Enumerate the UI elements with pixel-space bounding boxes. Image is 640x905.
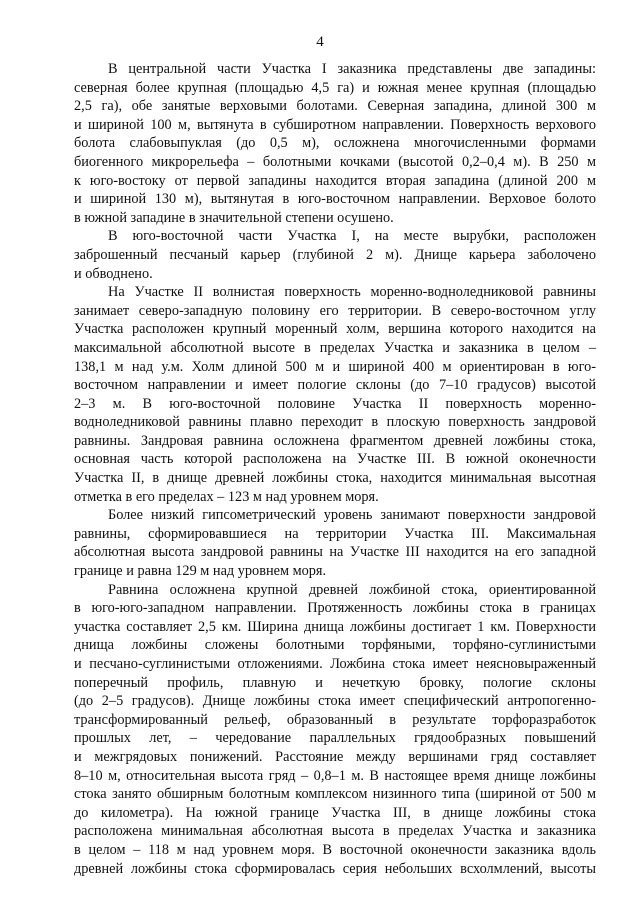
text-line: границе и равна 129 м над уровнем моря. bbox=[74, 563, 327, 580]
text-line: заброшенный песчаный карьер (глубиной 2 м). Днище карьера заболочено bbox=[74, 246, 596, 263]
text-line: и песчано-суглинистыми отложениями. Ложбина стока имеет неясновыраженный bbox=[74, 656, 596, 672]
text-line: равнины, сформировавшиеся на территории Участка III. Максимальная bbox=[74, 525, 596, 542]
text-line: в юго-юго-западном направлении. Протяженность ложбины стока в границах bbox=[74, 600, 596, 617]
line bbox=[74, 376, 596, 395]
paragraph bbox=[74, 581, 596, 879]
text-line: болота слабовыпуклая (до 0,5 м), осложнена многочисленными формами bbox=[74, 135, 596, 152]
text-line: 8–10 м, относительная высота гряд – 0,8–1 м. В настоящее время днище ложбины bbox=[74, 767, 596, 784]
page-number: 4 bbox=[316, 34, 324, 50]
line bbox=[74, 134, 596, 153]
text-line: абсолютная высота зандровой равнины на Участке III находится на его западной bbox=[74, 544, 596, 561]
line bbox=[74, 525, 596, 544]
text-line: На Участке II волнистая поверхность моренно-водноледниковой равнины bbox=[108, 284, 596, 301]
line bbox=[74, 599, 596, 618]
line bbox=[74, 860, 596, 879]
line bbox=[74, 469, 596, 488]
paragraph bbox=[74, 60, 596, 227]
line bbox=[74, 674, 596, 693]
line bbox=[74, 358, 596, 377]
line bbox=[74, 543, 596, 562]
paragraph bbox=[74, 506, 596, 580]
text-line: Равнина осложнена крупной древней ложбиной стока, ориентированной bbox=[108, 581, 596, 598]
line bbox=[74, 562, 596, 581]
line bbox=[74, 339, 596, 358]
line bbox=[74, 172, 596, 191]
line bbox=[74, 711, 596, 730]
text-line: (до 2–5 градусов). Днище ложбины стока имеет специфический антропогенно- bbox=[74, 693, 596, 710]
line bbox=[74, 729, 596, 748]
text-line: восточном направлении и имеет пологие склоны (до 7–10 градусов) высотой bbox=[74, 377, 596, 394]
text-line: участка составляет 2,5 км. Ширина днища ложбины достигает 1 км. Поверхности bbox=[74, 618, 596, 635]
text-line: В юго-восточной части Участка I, на месте вырубки, расположен bbox=[108, 228, 596, 245]
text-line: биогенного микрорельефа – болотными кочками (высотой 0,2–0,4 м). В 250 м bbox=[74, 153, 596, 170]
line bbox=[74, 767, 596, 786]
paragraph bbox=[74, 227, 596, 283]
text-line: и межгрядовых понижений. Расстояние между вершинами гряд составляет bbox=[74, 748, 596, 765]
line bbox=[74, 692, 596, 711]
text-line: поперечный профиль, плавную и нечеткую бровку, пологие склоны bbox=[74, 674, 596, 691]
line bbox=[74, 320, 596, 339]
text-line: днища ложбины сложены болотными торфяными, торфяно-суглинистыми bbox=[74, 637, 596, 654]
line bbox=[74, 655, 596, 674]
text-line: Участка II, в днище древней ложбины стока, находится минимальная высотная bbox=[74, 470, 596, 487]
line bbox=[74, 153, 596, 172]
text-line: 2–3 м. В юго-восточной половине Участка II поверхность моренно- bbox=[74, 395, 596, 412]
text-line: древней ложбины стока сформировалась серия небольших всхолмлений, высоты bbox=[74, 860, 596, 877]
line bbox=[74, 395, 596, 414]
line bbox=[74, 804, 596, 823]
text-line: максимальной абсолютной высоте в пределах Участка и заказника в целом – bbox=[74, 339, 596, 356]
text-line: до километра). На южной границе Участка III, в днище ложбины стока bbox=[74, 804, 596, 821]
line bbox=[74, 116, 596, 135]
line bbox=[74, 748, 596, 767]
line bbox=[74, 450, 596, 469]
line bbox=[74, 413, 596, 432]
text-line: расположена минимальная абсолютная высота в пределах Участка и заказника bbox=[74, 823, 596, 840]
text-line: Участка расположен крупный моренный холм, вершина которого находится на bbox=[74, 321, 596, 338]
text-line: в южной западине в значительной степени осушено. bbox=[74, 209, 394, 226]
line bbox=[74, 581, 596, 600]
line bbox=[74, 841, 596, 860]
text-line: в целом – 118 м над уровнем моря. В восточной оконечности заказника вдоль bbox=[74, 841, 596, 858]
line bbox=[74, 432, 596, 451]
line bbox=[74, 618, 596, 637]
line bbox=[74, 283, 596, 302]
text-line: северная более крупная (площадью 4,5 га) и южная менее крупная (площадью bbox=[74, 79, 596, 96]
line bbox=[74, 227, 596, 246]
text-line: стока занято обширным болотным комплексом низинного типа (шириной от 500 м bbox=[74, 786, 596, 803]
text-line: 2,5 га), обе занятые верховыми болотами. Северная западина, длиной 300 м bbox=[74, 98, 596, 115]
text-line: 138,1 м над у.м. Холм длиной 500 м и шириной 400 м ориентирован в юго- bbox=[74, 358, 596, 375]
line bbox=[74, 488, 596, 507]
line bbox=[74, 785, 596, 804]
text-line: прошлых лет, – чередование параллельных грядообразных повышений bbox=[74, 730, 596, 747]
line bbox=[74, 822, 596, 841]
line bbox=[74, 636, 596, 655]
line bbox=[74, 60, 596, 79]
line bbox=[74, 79, 596, 98]
line bbox=[74, 190, 596, 209]
text-line: равнины. Зандровая равнина осложнена фрагментом древней ложбины стока, bbox=[74, 432, 596, 449]
text-line: трансформированный рельеф, образованный в результате торфоразработок bbox=[74, 711, 596, 728]
text-line: и обводнено. bbox=[74, 265, 153, 282]
text-line: водноледниковой равнины плавно переходит в плоскую поверхность зандровой bbox=[74, 414, 596, 431]
text-line: и шириной 100 м, вытянута в субширотном направлении. Поверхность верхового bbox=[74, 116, 596, 133]
text-line: отметка в его пределах – 123 м над уровнем моря. bbox=[74, 488, 379, 505]
text-line: В центральной части Участка I заказника представлены две западины: bbox=[108, 61, 596, 77]
text-line: основная часть которой расположена на Участке III. В южной оконечности bbox=[74, 451, 596, 468]
line bbox=[74, 209, 596, 228]
line bbox=[74, 265, 596, 284]
text-line: к юго-востоку от первой западины находится вторая западина (длиной 200 м bbox=[74, 172, 596, 189]
body-text bbox=[74, 60, 596, 878]
line bbox=[74, 506, 596, 525]
line bbox=[74, 302, 596, 321]
text-line: Более низкий гипсометрический уровень занимают поверхности зандровой bbox=[108, 507, 596, 524]
text-line: занимает северо-западную половину его территории. В северо-восточном углу bbox=[74, 302, 596, 319]
line bbox=[74, 97, 596, 116]
line bbox=[74, 246, 596, 265]
text-line: и шириной 130 м), вытянутая в юго-восточном направлении. Верховое болото bbox=[74, 191, 596, 208]
paragraph bbox=[74, 283, 596, 506]
